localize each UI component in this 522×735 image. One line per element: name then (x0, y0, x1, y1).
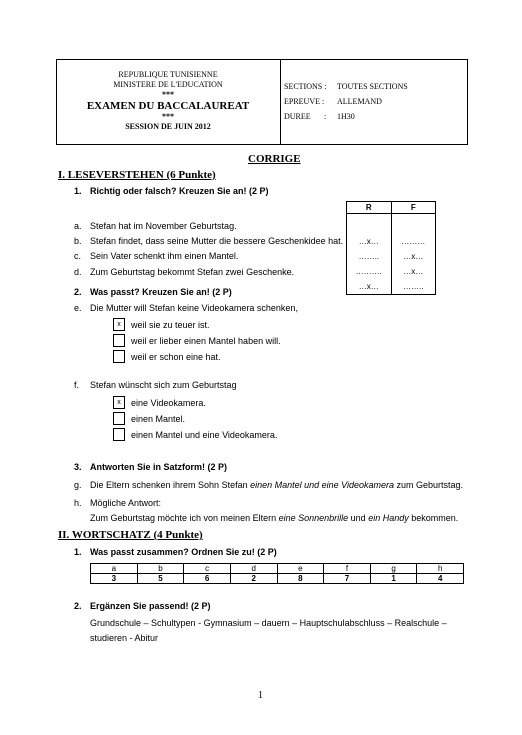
ministry-line: MINISTERE DE L'EDUCATION (113, 80, 223, 89)
match-letter: g (370, 564, 417, 574)
option-f1-checkbox[interactable]: x (113, 396, 125, 409)
item-h-letter: h. (74, 498, 82, 508)
item-b-letter: b. (74, 236, 82, 246)
match-answer: 6 (184, 574, 231, 584)
rf-c-r: ………. (347, 264, 392, 279)
q2-1-number: 1. (74, 547, 82, 557)
item-d-letter: d. (74, 267, 82, 277)
item-g-answer (90, 480, 463, 491)
option-f2-checkbox[interactable] (113, 412, 125, 425)
option-e3-checkbox[interactable] (113, 350, 125, 363)
option-f3-text: einen Mantel und eine Videokamera. (131, 430, 278, 440)
match-letter: f (324, 564, 371, 574)
match-letter: h (417, 564, 464, 574)
rf-b-r: …….. (347, 249, 392, 264)
option-f3-checkbox[interactable] (113, 428, 125, 441)
q1-1-text: Richtig oder falsch? Kreuzen Sie an! (2 P) (90, 186, 269, 196)
option-f2-text: einen Mantel. (131, 414, 186, 424)
option-f1-text: eine Videokamera. (131, 398, 206, 408)
match-letter: a (91, 564, 138, 574)
rf-header-r: R (347, 202, 392, 214)
option-e3-text: weil er schon eine hat. (131, 352, 221, 362)
q1-1-number: 1. (74, 186, 82, 196)
item-a-letter: a. (74, 221, 82, 231)
rf-d-f: …….. (391, 279, 435, 295)
match-letter: d (230, 564, 277, 574)
item-c-text: Sein Vater schenkt ihm einen Mantel. (90, 251, 239, 261)
header-right (284, 82, 408, 127)
h-post: bekommen. (408, 513, 459, 523)
header-divider (280, 59, 281, 145)
match-answer: 1 (370, 574, 417, 584)
h-emphasis-1: eine Sonnenbrille (278, 513, 349, 523)
matching-answers-row (91, 574, 464, 584)
g-emphasis: einen Mantel und eine Videokamera (250, 480, 395, 490)
item-e-letter: e. (74, 303, 82, 313)
duree-colon: : (324, 112, 327, 121)
item-h-answer (90, 513, 458, 524)
epreuve-label: EPREUVE : (284, 97, 325, 106)
q1-2-text: Was passt? Kreuzen Sie an! (2 P) (90, 287, 232, 297)
stars-2: *** (162, 112, 174, 121)
rf-a-r: …x… (347, 234, 392, 249)
stars-1: *** (162, 90, 174, 99)
word-list-line-2: studieren - Abitur (90, 633, 159, 643)
sections-label: SECTIONS : (284, 82, 327, 91)
option-e1-checkbox[interactable]: x (113, 318, 125, 331)
item-b-text: Stefan findet, dass seine Mutter die bessere Geschenkidee hat. (90, 236, 344, 246)
sections-value: TOUTES SECTIONS (337, 82, 408, 91)
q2-1-text: Was passt zusammen? Ordnen Sie zu! (2 P) (90, 547, 277, 557)
duree-label: DUREE (284, 112, 311, 121)
q1-2-number: 2. (74, 287, 82, 297)
header-left (57, 70, 279, 132)
rf-d-r: …x… (347, 279, 392, 295)
item-g-letter: g. (74, 480, 82, 490)
rf-header-f: F (391, 202, 435, 214)
q1-3-number: 3. (74, 462, 82, 472)
item-e-text: Die Mutter will Stefan keine Videokamera schenken, (90, 303, 298, 313)
section-2-heading: II. WORTSCHATZ (4 Punkte) (58, 529, 203, 541)
session-line: SESSION DE JUIN 2012 (125, 122, 211, 131)
item-d-text: Zum Geburtstag bekommt Stefan zwei Geschenke. (90, 267, 295, 277)
item-a-text: Stefan hat im November Geburtstag. (90, 221, 237, 231)
page-title: CORRIGE (248, 153, 301, 165)
item-f-text: Stefan wünscht sich zum Geburtstag (90, 380, 237, 390)
g-post: zum Geburtstag. (394, 480, 464, 490)
g-pre: Die Eltern schenken ihrem Sohn Stefan (90, 480, 251, 490)
item-f-letter: f. (74, 380, 80, 390)
exam-title: EXAMEN DU BACCALAUREAT (86, 100, 250, 112)
h-emphasis-2: ein Handy (368, 513, 409, 523)
rf-c-f: …x… (391, 264, 435, 279)
section-1-heading: I. LESEVERSTEHEN (6 Punkte) (58, 169, 216, 181)
match-letter: b (137, 564, 184, 574)
rf-table (346, 201, 436, 295)
duree-value: 1H30 (337, 112, 355, 121)
matching-table (90, 563, 464, 584)
match-answer: 2 (230, 574, 277, 584)
h-pre: Zum Geburtstag möchte ich von meinen Eltern (90, 513, 279, 523)
page-number: 1 (258, 690, 263, 701)
option-e1-text: weil sie zu teuer ist. (131, 320, 210, 330)
match-letter: c (184, 564, 231, 574)
h-mid: und (348, 513, 369, 523)
epreuve-value: ALLEMAND (337, 97, 382, 106)
option-e2-text: weil er lieber einen Mantel haben will. (131, 336, 281, 346)
match-letter: e (277, 564, 324, 574)
match-answer: 5 (137, 574, 184, 584)
item-c-letter: c. (74, 251, 82, 261)
option-e2-checkbox[interactable] (113, 334, 125, 347)
matching-letters-row (91, 564, 464, 574)
match-answer: 8 (277, 574, 324, 584)
republic-line: REPUBLIQUE TUNISIENNE (118, 70, 218, 79)
match-answer: 4 (417, 574, 464, 584)
q1-3-text: Antworten Sie in Satzform! (2 P) (90, 462, 228, 472)
rf-a-f: ……… (391, 234, 435, 249)
match-answer: 7 (324, 574, 371, 584)
q2-2-text: Ergänzen Sie passend! (2 P) (90, 601, 211, 611)
word-list-line-1: Grundschule – Schultypen - Gymnasium – dauern – Hauptschulabschluss – Realschule – (90, 618, 447, 628)
item-h-label: Mögliche Antwort: (90, 498, 162, 508)
q2-2-number: 2. (74, 601, 82, 611)
rf-b-f: …x… (391, 249, 435, 264)
match-answer: 3 (91, 574, 138, 584)
